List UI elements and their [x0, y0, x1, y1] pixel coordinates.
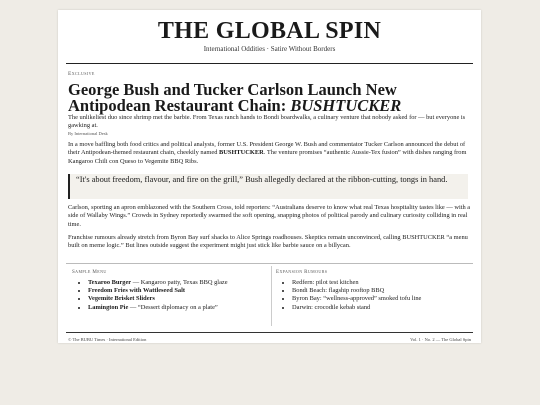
sample-menu-heading: Sample Menu: [72, 270, 107, 275]
masthead-rule: [66, 63, 473, 64]
menu-item: [88, 279, 268, 287]
article-dek: The unlikeliest duo since shrimp met the barbie. From Texas ranch hands to Bondi boardwalks, a culinary venture that nobody asked for — but everyone is gawking at.: [68, 114, 466, 129]
expansion-heading: Expansion Rumours: [276, 270, 328, 275]
expansion-list: [276, 279, 472, 312]
menu-item-name: Lamington Pie: [88, 303, 129, 311]
article-byline: By International Desk: [68, 131, 108, 136]
menu-item-name: Vegemite Brisket Sliders: [88, 295, 155, 303]
newspaper-page: [58, 10, 481, 343]
menu-item: [88, 304, 268, 312]
paragraph-1-restaurant-name: BUSHTUCKER: [219, 149, 264, 157]
masthead-tagline: International Oddities · Satire Without Borders: [203, 45, 336, 53]
menu-item-desc: — Kangaroo patty, Texas BBQ glaze: [131, 279, 228, 286]
masthead-title: THE GLOBAL SPIN: [157, 18, 382, 44]
expansion-item: • Redfern: pilot test kitchen: [292, 279, 472, 287]
article-kicker: Exclusive: [68, 71, 95, 77]
masthead: [58, 10, 481, 53]
expansion-rumours-box: [276, 269, 472, 312]
expansion-item: • Byron Bay: “wellness-approved” smoked tofu line: [292, 295, 472, 303]
article-paragraph-2: Carlson, sporting an apron emblazoned with the Southern Cross, told reporters: “Australians deserve to know what real Texas hospitality tastes like — with a side of Wallaby Wings.” Crowds in Sydney reportedly swarmed the soft opening, snapping photos of political parody and culinary curiosity colliding in real time.: [68, 204, 471, 228]
column-divider: [271, 266, 272, 326]
expansion-item: • Darwin: crocodile kebab stand: [292, 304, 472, 312]
article-paragraph-3: Franchise rumours already stretch from Byron Bay surf shacks to Alice Springs roadhouses. Skeptics remain unconvinced, calling BUSHTUCKER “a menu built on meme logic.” But lines outside suggest the experiment might just stick like barbie sauce on a billycan.: [68, 234, 468, 250]
sample-menu-list: [72, 279, 268, 312]
article-paragraph-1: [68, 141, 473, 166]
pull-quote: “It's about freedom, flavour, and fire on the grill,” Bush allegedly declared at the ribbon-cutting, tongs in hand.: [68, 174, 468, 199]
footer-copyright: © The BUBU Times · International Edition: [68, 337, 147, 342]
menu-item-desc: — “Dessert diplomacy on a plate”: [128, 303, 218, 311]
headline-text: George Bush and Tucker Carlson Launch New Antipodean Restaurant Chain:: [68, 80, 397, 115]
expansion-item: • Bondi Beach: flagship rooftop BBQ: [292, 287, 472, 295]
menu-item-name: Freedom Fries with Wattleseed Salt: [88, 287, 186, 295]
menu-item-name: Texaroo Burger: [88, 279, 132, 286]
menu-item: [88, 295, 268, 303]
paragraph-1-text-b: . The venture promises “authentic Aussie-Tex fusion” with dishes ranging from Kangaroo Chili con Queso to Vegemite BBQ Ribs.: [68, 149, 467, 165]
sample-menu-box: [72, 269, 268, 312]
section-divider: [66, 263, 473, 264]
menu-item: [88, 287, 268, 295]
footer-edition: Vol. 1 · No. 2 — The Global Spin: [410, 337, 471, 342]
article-headline: [68, 82, 473, 114]
headline-restaurant-name: BUSHTUCKER: [290, 96, 402, 115]
footer-rule: [66, 332, 473, 333]
paragraph-1-text-a: In a move baffling both food critics and political analysts, former U.S. President George W. Bush and commentator Tucker Carlson announced the debut of their Antipodean-themed restaurant chain, cheekily named: [68, 141, 466, 157]
